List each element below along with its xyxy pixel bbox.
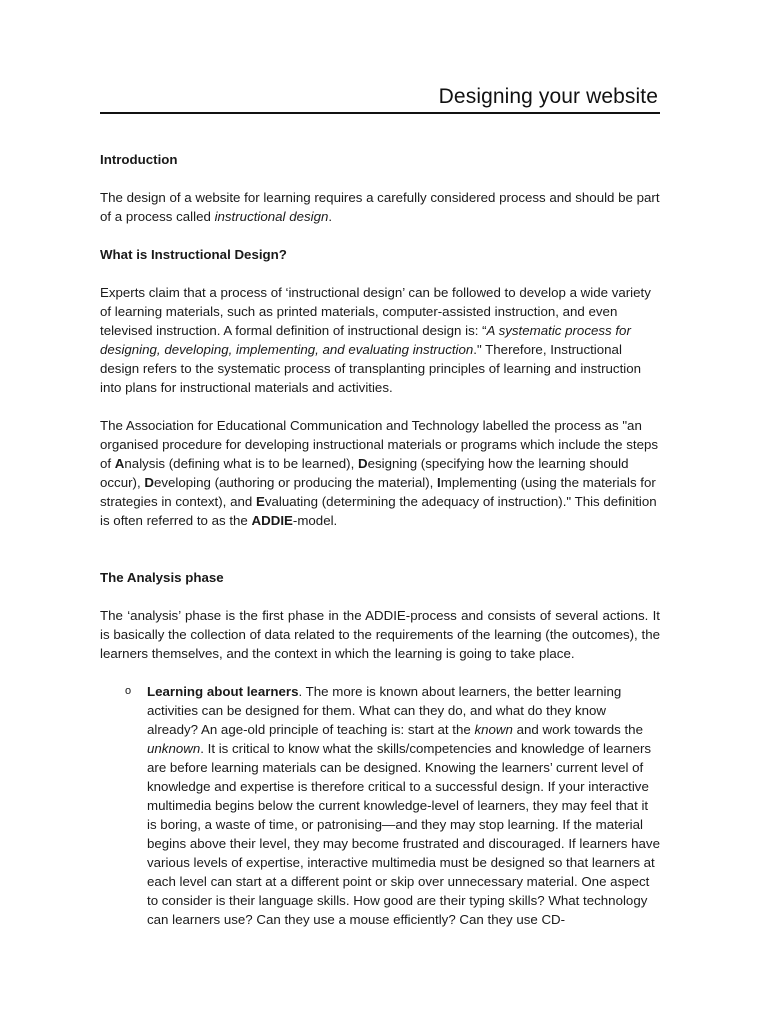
what-is-heading: What is Instructional Design?: [100, 247, 287, 262]
page-header: [100, 84, 660, 114]
analysis-bullet-list: [100, 682, 660, 929]
analysis-paragraph: The ‘analysis’ phase is the first phase in the ADDIE-process and consists of several actions. It is basically the collection of data related to the requirements of the learning (the outcomes), the learners themselves, and the context in which the learning is going to take place.: [100, 608, 660, 661]
evaluating-letter: E: [255, 494, 265, 509]
bullet-emphasis-unknown: unknown: [147, 741, 201, 756]
hollow-circle-bullet-icon: o: [125, 685, 132, 697]
aect-text-d: eveloping (authoring or producing the material),: [153, 475, 438, 490]
developing-letter: D: [144, 475, 154, 490]
introduction-paragraph: [100, 188, 660, 226]
introduction-text-b: .: [328, 209, 333, 224]
analysis-heading: The Analysis phase: [100, 570, 224, 585]
aect-text-f: valuating (determining the adequacy of instruction)." This definition is often referred to as the: [100, 494, 657, 528]
introduction-heading: Introduction: [100, 152, 178, 167]
aect-paragraph: [100, 416, 660, 530]
introduction-emphasis: instructional design: [214, 209, 329, 224]
implementing-letter: I: [437, 475, 441, 490]
page-title: Designing your website: [438, 85, 658, 108]
bullet-emphasis-known: known: [474, 722, 513, 737]
definition-quote: A systematic process for designing, developing, implementing, and evaluating instruction: [100, 323, 631, 357]
definition-paragraph: [100, 283, 660, 397]
aect-text-c: esigning (specifying how the learning should occur),: [100, 456, 629, 490]
bullet-text-a: . The more is known about learners, the better learning activities can be designed for them. What can they do, and what do they know already? An age-old principle of teaching is: start at the: [147, 684, 622, 737]
designing-letter: D: [357, 456, 368, 471]
aect-text-a: The Association for Educational Communication and Technology labelled the process as "an organised procedure for developing instructional materials or programs which include the steps of: [100, 418, 659, 471]
aect-text-b: nalysis (defining what is to be learned),: [124, 456, 358, 471]
aect-text-e: mplementing (using the materials for strategies in context), and: [100, 475, 656, 509]
introduction-text-a: The design of a website for learning requires a carefully considered process and should be part of a process called: [100, 190, 660, 224]
definition-text-a: Experts claim that a process of ‘instructional design’ can be followed to develop a wide variety of learning materials, such as printed materials, computer-assisted instruction, and even televised instruction. A formal definition of instructional design is: “: [100, 285, 651, 338]
list-item: [100, 682, 660, 929]
analysis-letter: A: [114, 456, 125, 471]
addie-term: ADDIE: [251, 513, 293, 528]
aect-text-g: -model.: [292, 513, 338, 528]
bullet-text-c: . It is critical to know what the skills/competencies and knowledge of learners are before learning materials can be designed. Knowing the learners’ current level of knowledge and expertise is therefore critical to a successful design. If your interactive multimedia begins below the current knowledge-level of learners, they may feel that it is boring, a waste of time, or patronising—and they may stop learning. If the material begins above their level, they may become frustrated and discouraged. If learners have various levels of expertise, interactive multimedia must be designed so that learners at each level can start at a different point or skip over unnecessary material. One aspect to consider is their language skills. How good are their typing skills? What technology can learners use? Can they use a mouse efficiently? Can they use CD-: [147, 741, 660, 927]
definition-text-b: ." Therefore, Instructional design refers to the systematic process of transplanting principles of learning and instruction into plans for instructional materials and activities.: [100, 342, 642, 395]
bullet-text-b: and work towards the: [512, 722, 643, 737]
bullet-title: Learning about learners: [147, 684, 299, 699]
document-body: [100, 150, 660, 929]
